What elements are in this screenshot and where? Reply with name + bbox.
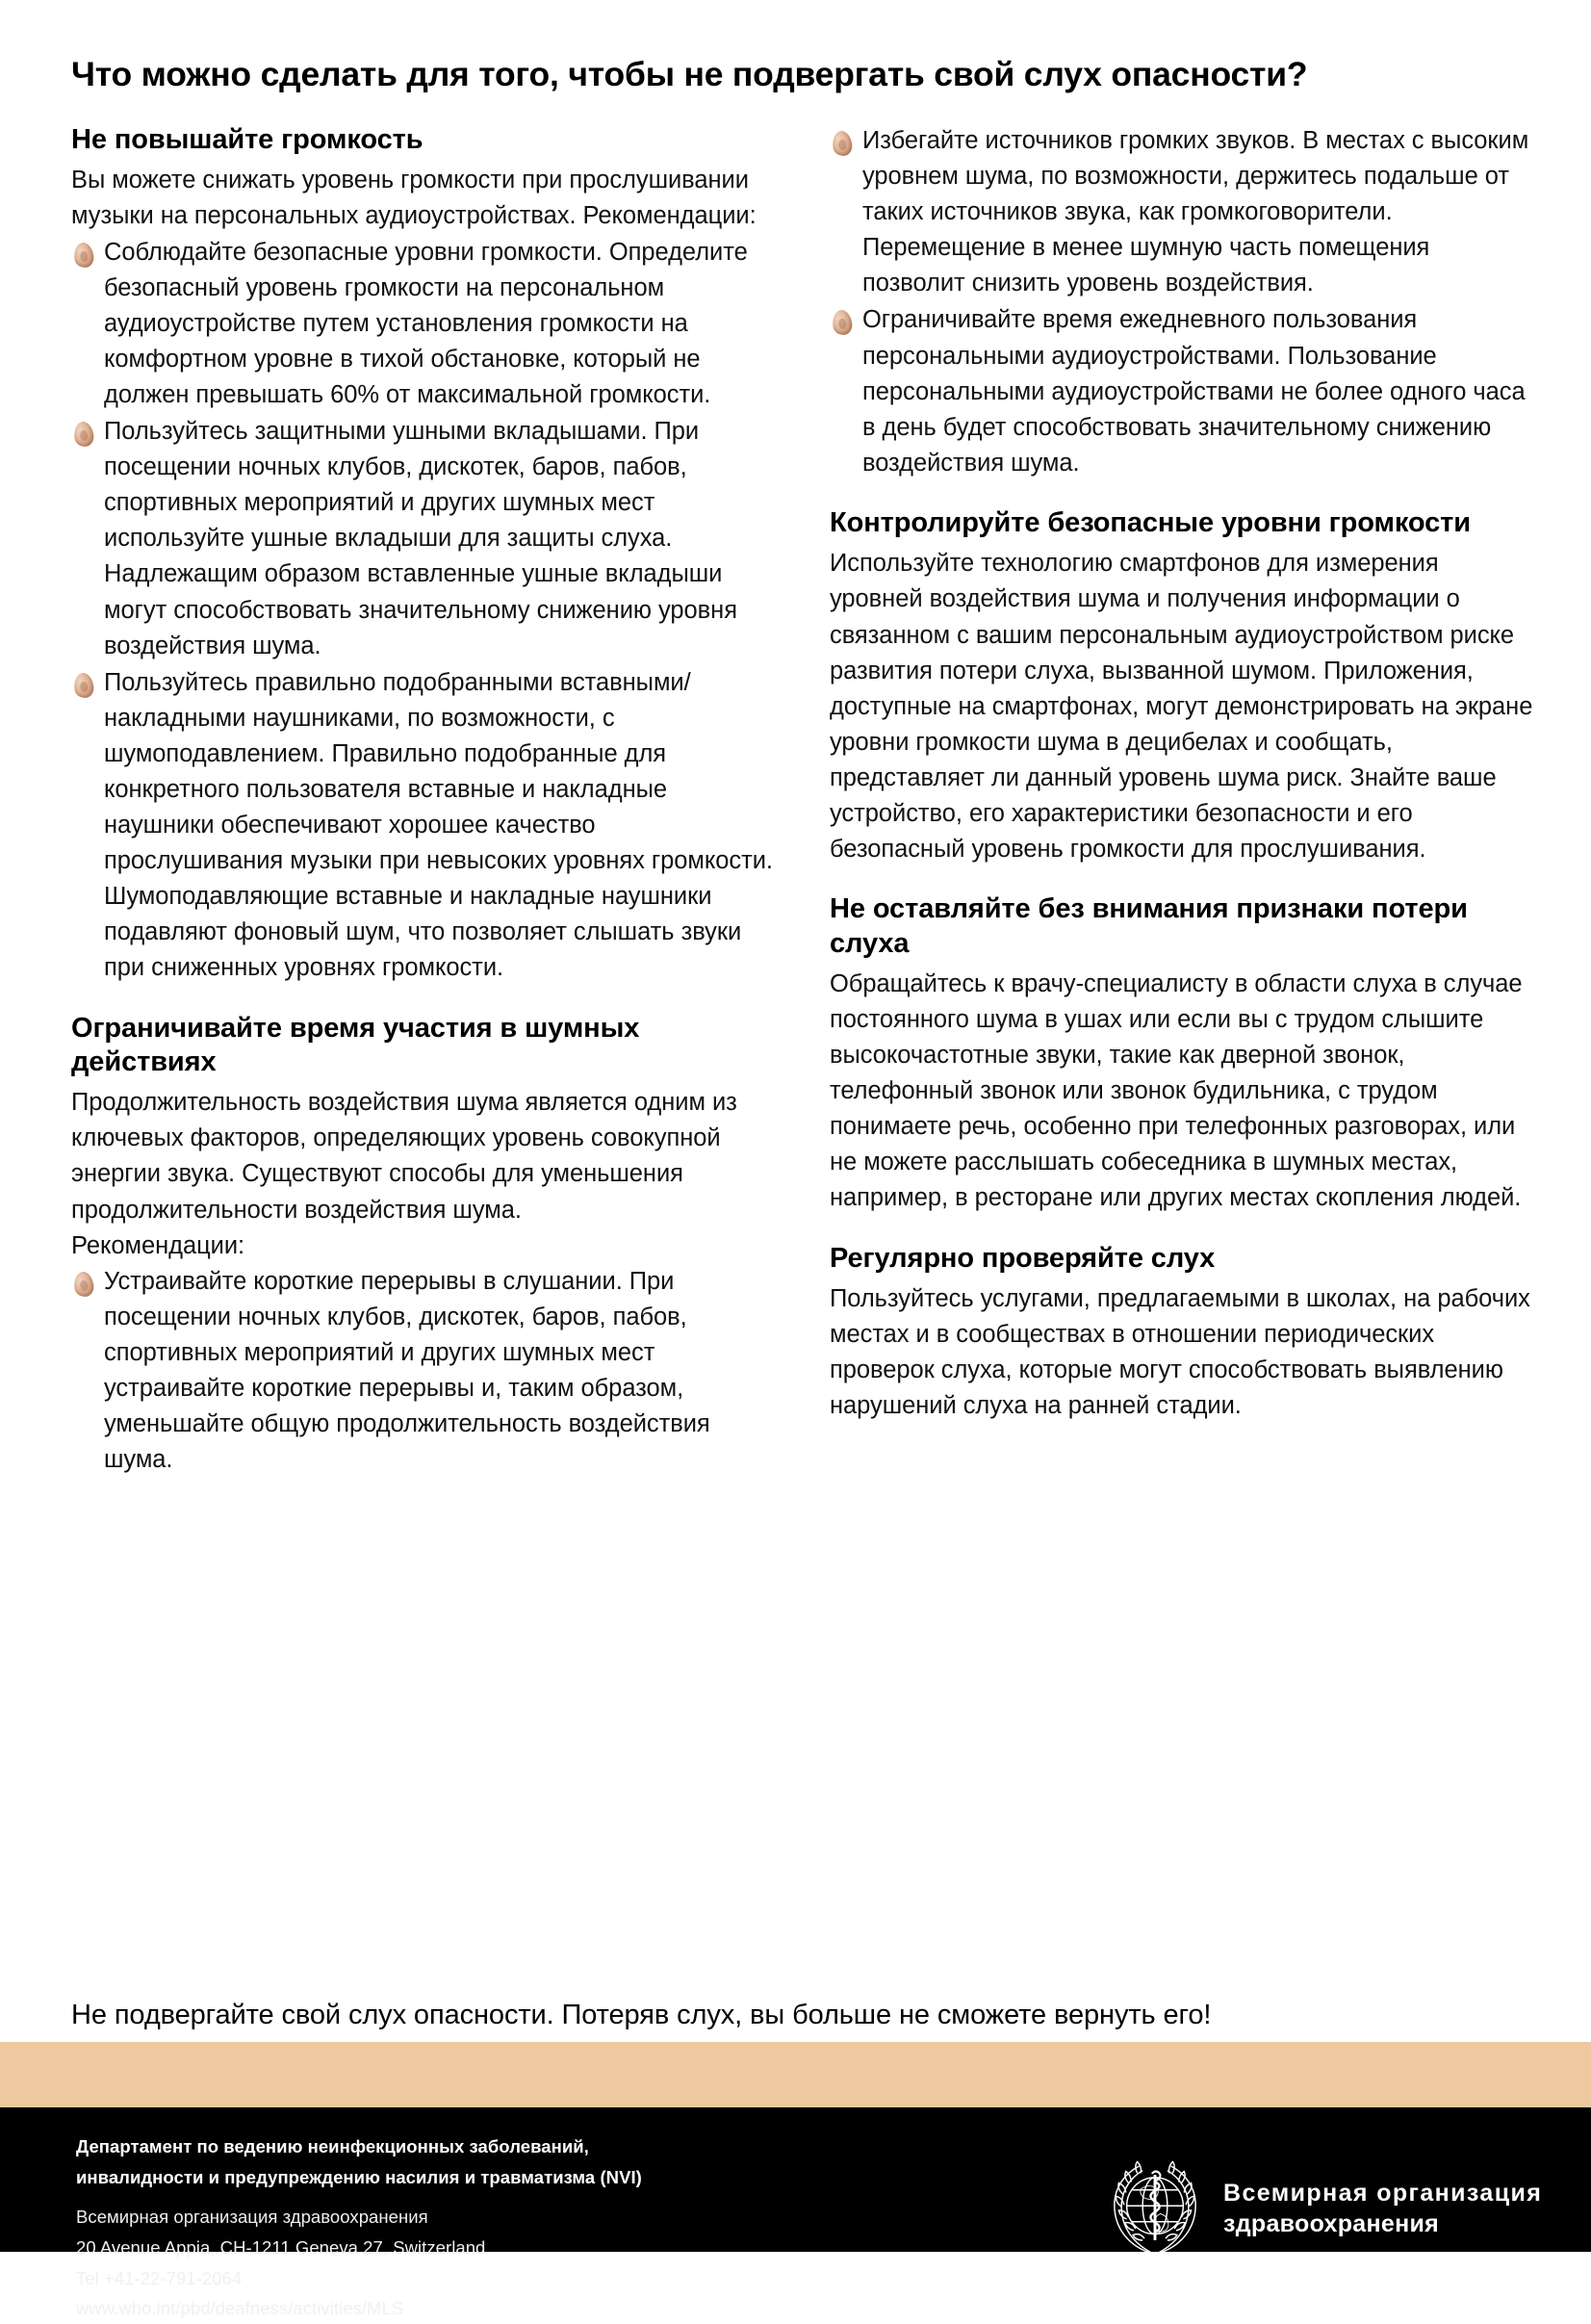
ear-bullet-icon	[72, 671, 94, 699]
list-item-text: Пользуйтесь защитными ушными вкладышами. При посещении ночных клубов, дискотек, баров, пабов, спортивных мероприятий и других шумных мест используйте ушные вкладыши для защиты слуха. Надлежащим образом вставленные ушные вкладыши могут способствовать значительному снижению уровня воздействия шума.	[104, 418, 737, 659]
section-body-checkups: Пользуйтесь услугами, предлагаемыми в школах, на рабочих местах и в сообществах в отношении периодических проверок слуха, которые могут способствовать выявлению нарушений слуха на ранней стадии.	[830, 1284, 1530, 1420]
section-intro-time-limit: Продолжительность воздействия шума является одним из ключевых факторов, определяющих уровень совокупной энергии звука. Существуют способы для уменьшения продолжительности воздействия шума.	[71, 1089, 737, 1224]
who-logo-block	[1102, 2156, 1542, 2261]
list-item-text: Устраивайте короткие перерывы в слушании. При посещении ночных клубов, дискотек, баров, пабов, спортивных мероприятий и других шумных мест устраивайте короткие перерывы и, таким образом, уменьшайте общую продолжительность воздействия шума.	[104, 1267, 710, 1474]
section-heading-checkups: Регулярно проверяйте слух	[830, 1242, 1216, 1274]
section-intro-volume: Вы можете снижать уровень громкости при прослушивании музыки на персональных аудиоустройствах. Рекомендации:	[71, 167, 757, 230]
closing-tagline: Не подвергайте свой слух опасности. Потеряв слух, вы больше не сможете вернуть его!	[71, 2000, 1212, 2030]
page-title: Что можно сделать для того, чтобы не подвергать свой слух опасности?	[71, 55, 1308, 93]
footer-website-url[interactable]: www.who.int/pbd/deafness/activities/MLS	[76, 2298, 404, 2319]
section-recommendations-label: Рекомендации:	[71, 1231, 245, 1259]
footer-department	[76, 2131, 942, 2194]
who-wordmark-line1: Всемирная организация	[1223, 2179, 1543, 2207]
section-heading-volume: Не повышайте громкость	[71, 124, 423, 155]
list-item-text: Ограничивайте время ежедневного пользования персональными аудиоустройствами. Пользование персональными аудиоустройствами не более одного часа в день будет способствовать значительному снижению воздействия шума.	[862, 306, 1526, 477]
section-body-signs-continued: не можете расслышать собеседника в шумных местах, например, в ресторане или других местах скопления людей.	[830, 1149, 1522, 1212]
bullet-list-time-limit	[71, 1264, 776, 1479]
section-body-signs: Обращайтесь к врачу-специалисту в области слуха в случае постоянного шума в ушах или если вы с трудом слышите высокочастотные звуки, такие как дверной звонок, телефонный звонок или звонок будильника, с трудом понимаете речь, особенно при телефонных разговорах, или	[830, 969, 1523, 1141]
ear-bullet-icon	[72, 241, 94, 269]
who-wordmark-line2: здравоохранения	[1223, 2210, 1440, 2237]
list-item	[71, 1264, 776, 1479]
footer-department-line1: Департамент по ведению неинфекционных заболеваний,	[76, 2136, 589, 2156]
section-body-control-levels: Используйте технологию смартфонов для измерения уровней воздействия шума и получения информации о связанном с вашим персональным аудиоустройством риске развития потери слуха, вызванной шумом. Приложения, доступные на смартфонах, могут демонстрировать на экране уровни громкости шума в децибелах и сообщать, представляет ли данный уровень шума риск. Знайте ваше устройство, его характеристики безопасности и его безопасный уровень громкости для прослушивания.	[830, 550, 1533, 864]
list-item-text: Избегайте источников громких звуков. В местах с высоким уровнем шума, по возможности, держитесь подальше от таких источников звука, как громкоговорители. Перемещение в менее шумную часть помещения позволит снизить уровень воздействия.	[862, 127, 1529, 297]
list-item	[71, 665, 776, 987]
section-heading-control-levels: Контролируйте безопасные уровни громкости	[830, 506, 1471, 538]
list-item-text: Соблюдайте безопасные уровни громкости. Определите безопасный уровень громкости на персональном аудиоустройстве путем установления громкости на комфортном уровне в тихой обстановке, который не должен превышать 60% от максимальной громкости.	[104, 238, 748, 408]
list-item	[830, 123, 1534, 301]
list-item-text: Пользуйтесь правильно подобранными вставными/накладными наушниками, по возможности, с шумоподавлением. Правильно подобранные для конкретного пользователя вставные и накладные наушники обеспечивают хорошее качество прослушивания музыки при невысоких уровнях громкости. Шумоподавляющие вставные и накладные наушники подавляют фоновый шум, что позволяет слышать звуки при сниженных уровнях громкости.	[104, 668, 773, 982]
bullet-list-avoid-sources	[830, 123, 1534, 481]
list-item	[71, 235, 776, 413]
who-wordmark	[1223, 2178, 1542, 2240]
decorative-band	[0, 2042, 1591, 2107]
ear-bullet-icon	[831, 309, 853, 337]
list-item	[830, 302, 1534, 480]
section-heading-signs: Не оставляйте без внимания признаки потери слуха	[830, 893, 1468, 959]
content-columns	[71, 123, 1534, 1479]
right-column	[830, 123, 1534, 1479]
footer-contact	[76, 2202, 942, 2324]
footer-telephone: Tel +41-22-791-2064	[76, 2267, 243, 2288]
left-column	[71, 123, 776, 1479]
footer-street-address: 20 Avenue Appia, CH-1211 Geneva 27, Switzerland	[76, 2236, 486, 2258]
list-item	[71, 414, 776, 664]
section-heading-time-limit: Ограничивайте время участия в шумных действиях	[71, 1012, 640, 1077]
ear-bullet-icon	[72, 1270, 94, 1298]
page-footer	[0, 2107, 1591, 2319]
ear-bullet-icon	[831, 130, 853, 158]
who-emblem-icon	[1102, 2156, 1208, 2261]
bullet-list-volume	[71, 235, 776, 987]
footer-department-line2: инвалидности и предупреждению насилия и травматизма (NVI)	[76, 2167, 642, 2188]
ear-bullet-icon	[72, 421, 94, 449]
footer-org-name: Всемирная организация здравоохранения	[76, 2207, 428, 2227]
